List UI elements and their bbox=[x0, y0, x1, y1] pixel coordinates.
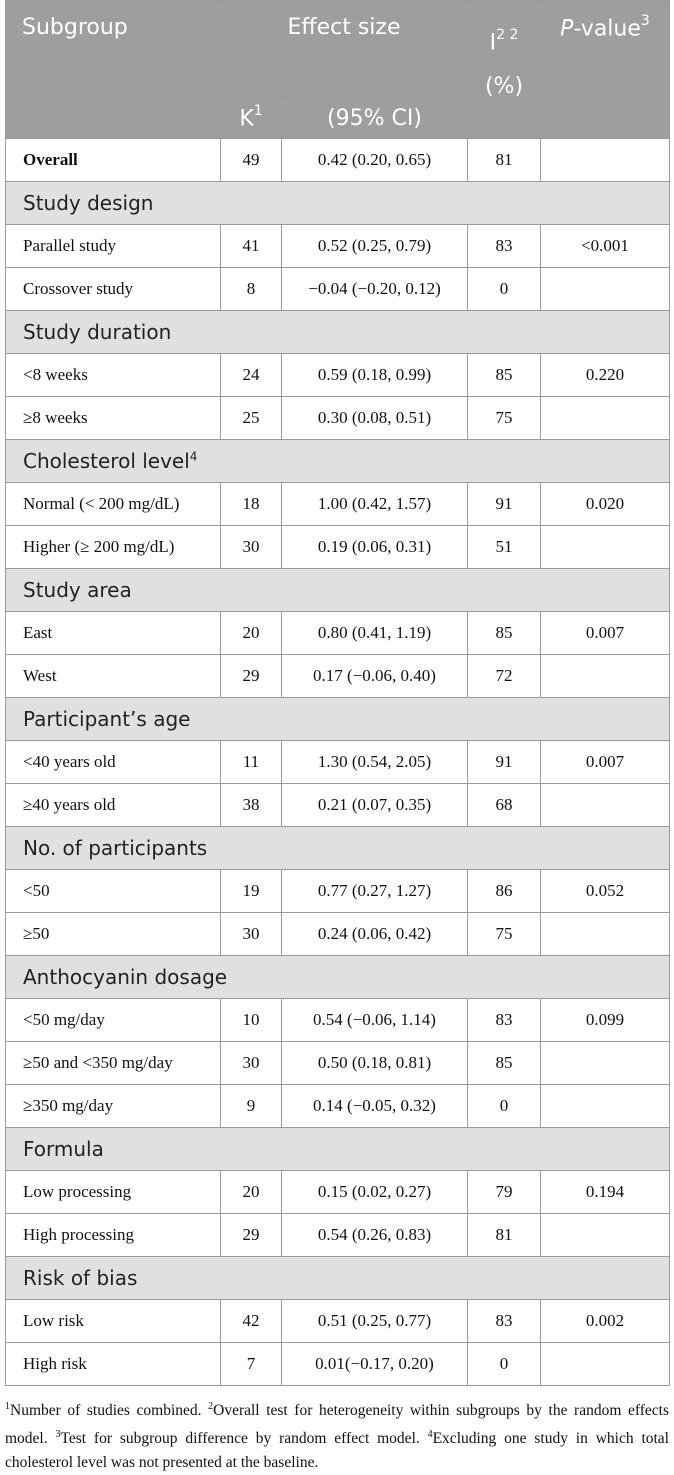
group-header-row bbox=[6, 1257, 670, 1300]
row-effect: 0.50 (0.18, 0.81) bbox=[282, 1042, 468, 1085]
group-title: Formula bbox=[6, 1128, 670, 1171]
group-title: No. of participants bbox=[6, 827, 670, 870]
row-k: 8 bbox=[221, 268, 282, 311]
footnote-text: Number of studies combined. bbox=[10, 1402, 209, 1420]
row-p bbox=[541, 397, 670, 440]
row-k: 18 bbox=[221, 483, 282, 526]
row-effect: 0.42 (0.20, 0.65) bbox=[282, 139, 468, 182]
group-title: Cholesterol level$^4$ bbox=[6, 440, 670, 483]
row-effect: 0.01(−0.17, 0.20) bbox=[282, 1343, 468, 1386]
table-row bbox=[6, 354, 670, 397]
row-label: East bbox=[6, 612, 221, 655]
row-p bbox=[541, 1214, 670, 1257]
table-row bbox=[6, 397, 670, 440]
row-k: 10 bbox=[221, 999, 282, 1042]
table-row bbox=[6, 225, 670, 268]
table-row bbox=[6, 1343, 670, 1386]
row-k: 11 bbox=[221, 741, 282, 784]
row-label: Low risk bbox=[6, 1300, 221, 1343]
row-label: High processing bbox=[6, 1214, 221, 1257]
row-label: ≥40 years old bbox=[6, 784, 221, 827]
group-header-row bbox=[6, 698, 670, 741]
row-i2: 85 bbox=[468, 612, 541, 655]
row-p: 0.052 bbox=[541, 870, 670, 913]
row-label: <8 weeks bbox=[6, 354, 221, 397]
row-k: 9 bbox=[221, 1085, 282, 1128]
row-p: 0.194 bbox=[541, 1171, 670, 1214]
row-k: 30 bbox=[221, 913, 282, 956]
group-title: Study design bbox=[6, 182, 670, 225]
row-effect: 0.54 (0.26, 0.83) bbox=[282, 1214, 468, 1257]
group-title: Study area bbox=[6, 569, 670, 612]
row-p bbox=[541, 655, 670, 698]
row-effect: 1.30 (0.54, 2.05) bbox=[282, 741, 468, 784]
table-row bbox=[6, 741, 670, 784]
table-row-overall bbox=[6, 139, 670, 182]
group-title: Study duration bbox=[6, 311, 670, 354]
table-row bbox=[6, 526, 670, 569]
group-header-row bbox=[6, 1128, 670, 1171]
row-effect: 0.54 (−0.06, 1.14) bbox=[282, 999, 468, 1042]
row-p: <0.001 bbox=[541, 225, 670, 268]
row-label: Overall bbox=[6, 139, 221, 182]
row-effect: 0.80 (0.41, 1.19) bbox=[282, 612, 468, 655]
subgroup-analysis-table bbox=[5, 0, 670, 1386]
row-k: 20 bbox=[221, 612, 282, 655]
row-p bbox=[541, 913, 670, 956]
group-header-row bbox=[6, 569, 670, 612]
row-p: 0.099 bbox=[541, 999, 670, 1042]
group-header-row bbox=[6, 182, 670, 225]
group-title: Participant’s age bbox=[6, 698, 670, 741]
row-p bbox=[541, 784, 670, 827]
row-effect: 0.52 (0.25, 0.79) bbox=[282, 225, 468, 268]
group-header-row bbox=[6, 827, 670, 870]
row-effect: 0.77 (0.27, 1.27) bbox=[282, 870, 468, 913]
group-header-row bbox=[6, 956, 670, 999]
row-k: 19 bbox=[221, 870, 282, 913]
table-row bbox=[6, 870, 670, 913]
table-row bbox=[6, 1042, 670, 1085]
row-label: Crossover study bbox=[6, 268, 221, 311]
row-k: 7 bbox=[221, 1343, 282, 1386]
row-i2: 75 bbox=[468, 397, 541, 440]
header-p-value: P-value$^3$ bbox=[541, 1, 670, 139]
row-effect: 1.00 (0.42, 1.57) bbox=[282, 483, 468, 526]
row-effect: 0.21 (0.07, 0.35) bbox=[282, 784, 468, 827]
row-label: Higher (≥ 200 mg/dL) bbox=[6, 526, 221, 569]
row-effect: 0.17 (−0.06, 0.40) bbox=[282, 655, 468, 698]
row-i2: 0 bbox=[468, 1085, 541, 1128]
table-row bbox=[6, 268, 670, 311]
row-i2: 79 bbox=[468, 1171, 541, 1214]
row-p: 0.220 bbox=[541, 354, 670, 397]
row-effect: 0.15 (0.02, 0.27) bbox=[282, 1171, 468, 1214]
row-label: ≥50 and <350 mg/day bbox=[6, 1042, 221, 1085]
row-effect: −0.04 (−0.20, 0.12) bbox=[282, 268, 468, 311]
results-table-container bbox=[5, 0, 669, 1475]
row-effect: 0.30 (0.08, 0.51) bbox=[282, 397, 468, 440]
header-i2: $I^{2 2}$ (%) bbox=[468, 1, 541, 139]
row-i2: 85 bbox=[468, 1042, 541, 1085]
row-effect: 0.24 (0.06, 0.42) bbox=[282, 913, 468, 956]
footnote-text: Excluding one study in which total cholesterol level was not presented at the baseline. bbox=[5, 1430, 669, 1472]
table-row bbox=[6, 483, 670, 526]
row-label: ≥50 bbox=[6, 913, 221, 956]
row-i2: 83 bbox=[468, 999, 541, 1042]
row-label: West bbox=[6, 655, 221, 698]
row-i2: 86 bbox=[468, 870, 541, 913]
table-row bbox=[6, 1214, 670, 1257]
table-row bbox=[6, 999, 670, 1042]
table-footnotes bbox=[5, 1395, 669, 1475]
row-k: 49 bbox=[221, 139, 282, 182]
row-p bbox=[541, 268, 670, 311]
group-header-row bbox=[6, 311, 670, 354]
row-label: Parallel study bbox=[6, 225, 221, 268]
footnote-number: 2 bbox=[208, 1401, 214, 1412]
row-i2: 91 bbox=[468, 741, 541, 784]
row-p: 0.020 bbox=[541, 483, 670, 526]
row-p: 0.002 bbox=[541, 1300, 670, 1343]
table-row bbox=[6, 1085, 670, 1128]
group-title: Risk of bias bbox=[6, 1257, 670, 1300]
row-effect: 0.19 (0.06, 0.31) bbox=[282, 526, 468, 569]
group-header-row bbox=[6, 440, 670, 483]
footnote-text: Test for subgroup difference by random effect model. bbox=[60, 1430, 428, 1448]
row-label: ≥350 mg/day bbox=[6, 1085, 221, 1128]
row-label: <50 mg/day bbox=[6, 999, 221, 1042]
row-p bbox=[541, 526, 670, 569]
row-i2: 85 bbox=[468, 354, 541, 397]
row-label: Normal (< 200 mg/dL) bbox=[6, 483, 221, 526]
footnote-number: 4 bbox=[427, 1429, 433, 1441]
table-row bbox=[6, 1300, 670, 1343]
row-i2: 81 bbox=[468, 1214, 541, 1257]
row-k: 41 bbox=[221, 225, 282, 268]
header-ci: (95% CI) bbox=[282, 98, 468, 139]
row-k: 25 bbox=[221, 397, 282, 440]
row-i2: 91 bbox=[468, 483, 541, 526]
row-i2: 81 bbox=[468, 139, 541, 182]
row-k: 20 bbox=[221, 1171, 282, 1214]
row-i2: 72 bbox=[468, 655, 541, 698]
header-effect-size: Effect size bbox=[221, 1, 468, 98]
header-subgroup: Subgroup bbox=[6, 1, 221, 139]
row-effect: 0.14 (−0.05, 0.32) bbox=[282, 1085, 468, 1128]
row-k: 42 bbox=[221, 1300, 282, 1343]
row-p bbox=[541, 1085, 670, 1128]
row-k: 30 bbox=[221, 1042, 282, 1085]
footnote-text: Overall test for heterogeneity within subgroups by the random effects model. bbox=[5, 1402, 669, 1448]
group-title: Anthocyanin dosage bbox=[6, 956, 670, 999]
table-row bbox=[6, 913, 670, 956]
row-p bbox=[541, 1042, 670, 1085]
table-row bbox=[6, 612, 670, 655]
row-i2: 68 bbox=[468, 784, 541, 827]
row-label: <40 years old bbox=[6, 741, 221, 784]
row-i2: 75 bbox=[468, 913, 541, 956]
row-k: 24 bbox=[221, 354, 282, 397]
row-p bbox=[541, 139, 670, 182]
row-p: 0.007 bbox=[541, 612, 670, 655]
header-k: $K^1$ bbox=[221, 98, 282, 139]
row-p: 0.007 bbox=[541, 741, 670, 784]
row-i2: 0 bbox=[468, 268, 541, 311]
row-k: 29 bbox=[221, 1214, 282, 1257]
row-k: 30 bbox=[221, 526, 282, 569]
row-label: ≥8 weeks bbox=[6, 397, 221, 440]
row-k: 38 bbox=[221, 784, 282, 827]
row-i2: 83 bbox=[468, 225, 541, 268]
row-i2: 0 bbox=[468, 1343, 541, 1386]
footnote-number: 1 bbox=[5, 1401, 10, 1412]
row-effect: 0.51 (0.25, 0.77) bbox=[282, 1300, 468, 1343]
footnote-number: 3 bbox=[55, 1429, 61, 1441]
row-i2: 51 bbox=[468, 526, 541, 569]
row-label: <50 bbox=[6, 870, 221, 913]
row-k: 29 bbox=[221, 655, 282, 698]
row-p bbox=[541, 1343, 670, 1386]
table-row bbox=[6, 1171, 670, 1214]
row-label: Low processing bbox=[6, 1171, 221, 1214]
table-row bbox=[6, 655, 670, 698]
row-effect: 0.59 (0.18, 0.99) bbox=[282, 354, 468, 397]
row-label: High risk bbox=[6, 1343, 221, 1386]
row-i2: 83 bbox=[468, 1300, 541, 1343]
table-row bbox=[6, 784, 670, 827]
